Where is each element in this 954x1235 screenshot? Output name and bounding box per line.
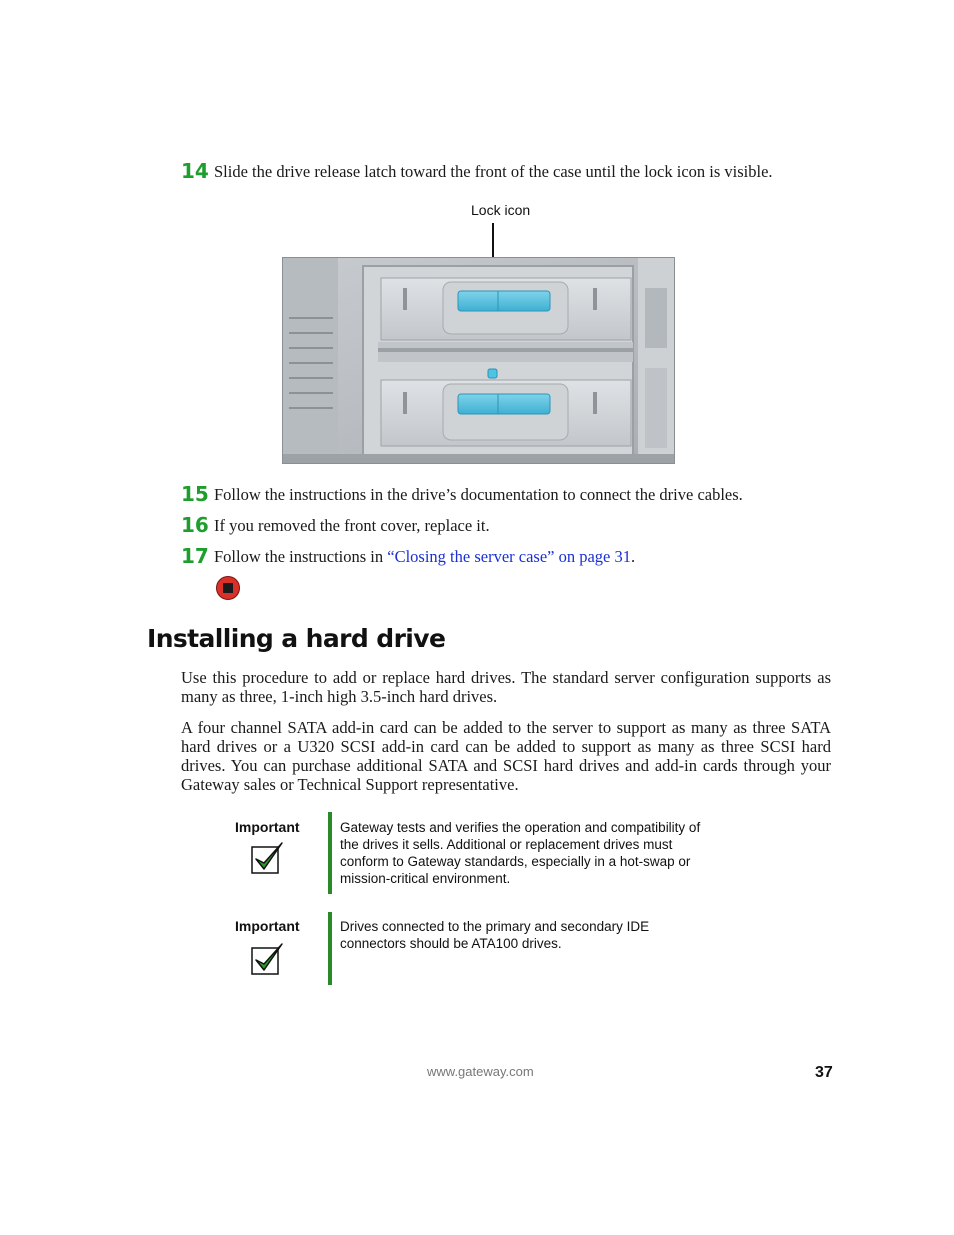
note-bar-1 <box>328 812 332 894</box>
step-number-16: 16 <box>181 513 209 537</box>
step-number-14: 14 <box>181 159 209 183</box>
important-label-2: Important <box>235 918 300 934</box>
important-note-1-text: Gateway tests and verifies the operation and compatibility of the drives it sells. Additional or replacement drives must conform to Gateway standards, especially in a hot-swap or mission-critical environment. <box>340 820 701 886</box>
closing-server-case-link[interactable]: “Closing the server case” on page 31 <box>387 547 631 566</box>
drive-bay-photo <box>282 257 675 464</box>
section-title: Installing a hard drive <box>147 624 446 653</box>
step-number-17: 17 <box>181 544 209 568</box>
footer-url[interactable]: www.gateway.com <box>427 1064 534 1079</box>
step-text-17 <box>214 547 635 567</box>
step-text-15: Follow the instructions in the drive’s documentation to connect the drive cables. <box>214 485 743 504</box>
step-text-14: Slide the drive release latch toward the front of the case until the lock icon is visible. <box>214 162 773 181</box>
options-paragraph: A four channel SATA add-in card can be added to the server to support as many as three SATA hard drives or a U320 SCSI add-in card can be added to support as many as three SCSI hard drives. You can purchase additional SATA and SCSI hard drives and add-in cards through your Gateway sales or Technical Support representative. <box>181 718 831 794</box>
note-bar-2 <box>328 912 332 985</box>
stop-icon <box>216 576 240 600</box>
step-text-17-before: Follow the instructions in <box>214 547 388 566</box>
step-text-16: If you removed the front cover, replace it. <box>214 516 490 535</box>
step-number-15: 15 <box>181 482 209 506</box>
page-number: 37 <box>815 1064 833 1081</box>
drive-bay-illustration <box>283 258 674 463</box>
checkmark-icon <box>250 841 284 875</box>
important-label-1: Important <box>235 819 300 835</box>
step-text-17-after: . <box>631 547 636 566</box>
checkmark-icon <box>250 942 284 976</box>
figure-callout-label: Lock icon <box>471 202 531 218</box>
intro-paragraph: Use this procedure to add or replace hard drives. The standard server configuration supports as many as three, 1-inch high 3.5-inch hard drives. <box>181 668 831 706</box>
important-note-2-text: Drives connected to the primary and secondary IDE connectors should be ATA100 drives. <box>340 919 650 951</box>
